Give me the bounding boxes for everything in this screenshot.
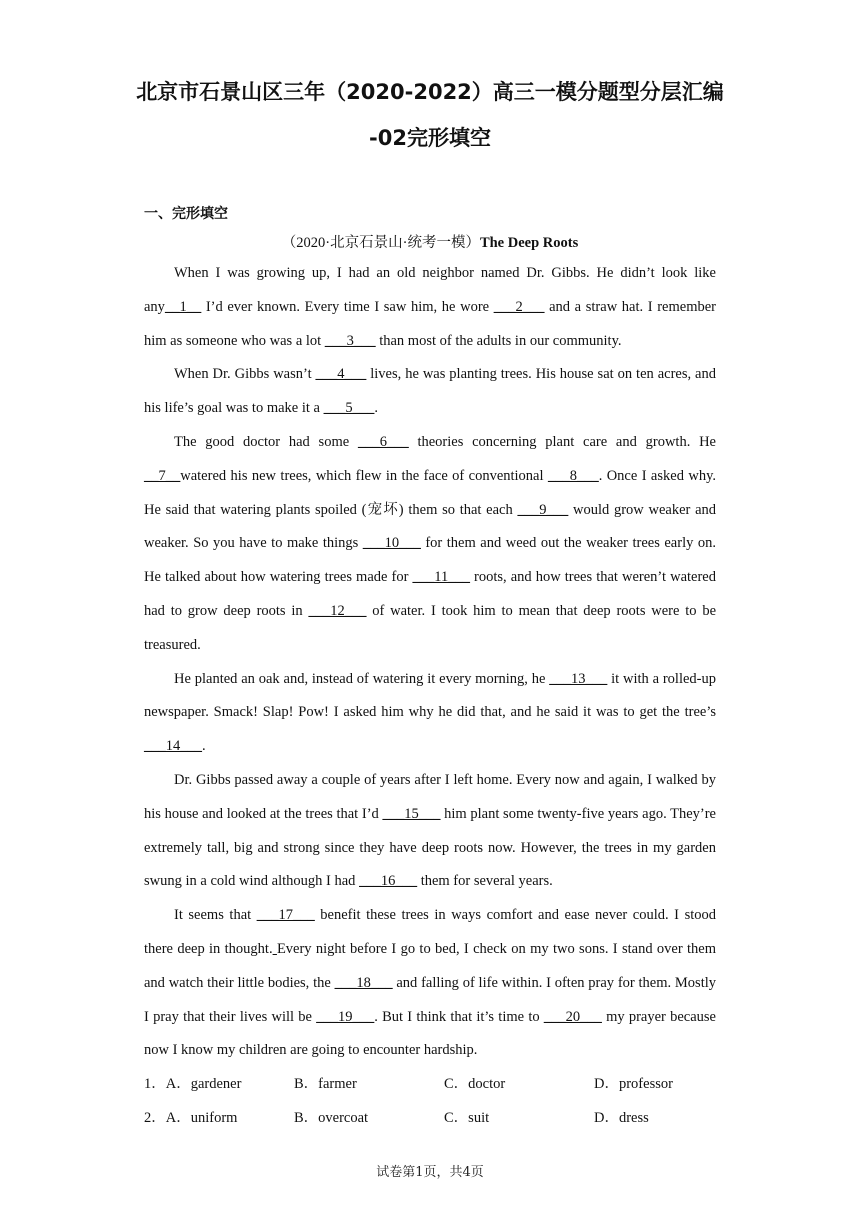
option-text: C．suit (444, 1109, 490, 1126)
section-heading: 一、完形填空 (144, 206, 228, 222)
passage-text: Dr. Gibbs passed away a couple of years after I left home. Every now and again, I walked by his house and looked at the trees that I’d (144, 771, 716, 822)
question-row (144, 1068, 716, 1102)
passage-text: theories concerning plant care and growth. He (408, 433, 716, 450)
answer-blank: __1__ (164, 298, 202, 315)
passage-text: lives, he was planting trees. His house sat on ten acres, and his life’s goal was to make it a (144, 366, 716, 417)
answer-blank: ___6___ (357, 433, 409, 450)
passage-paragraph (144, 764, 716, 899)
passage-text: benefit these trees in ways comfort and ease never could. I stood there deep in thought. (144, 907, 716, 957)
answer-blank: ___2___ (493, 298, 545, 315)
passage-text: and falling of life within. I often pray for them. Mostly I pray that their lives will be (144, 974, 717, 1025)
passage-text: Every night before I go to bed, I check on my two sons. I stand over them and watch their little bodies, the (144, 940, 717, 991)
answer-blank: ___19___ (316, 1008, 375, 1025)
passage-text: The good doctor had some (174, 433, 358, 450)
option-text: B．overcoat (294, 1109, 369, 1126)
option-text: C．doctor (444, 1076, 506, 1092)
passage-text: roots, and how trees that weren’t watered had to grow deep roots in (144, 569, 716, 619)
answer-blank: ___5___ (323, 400, 375, 417)
passage-title: The Deep Roots (479, 235, 579, 251)
answer-blank: ___18___ (334, 974, 393, 991)
option-text: A．uniform (165, 1109, 238, 1126)
passage-text: He planted an oak and, instead of watering it every morning, he (174, 670, 550, 687)
passage-text: . Once I asked why. He said that watering plants spoiled (宠坏) them so that each (144, 467, 717, 518)
answer-blank: ___13___ (549, 670, 608, 687)
passage-text: them for several years. (417, 873, 553, 890)
option-b (294, 1102, 368, 1136)
passage-text: him plant some twenty-five years ago. They’re extremely tall, big and strong since they have deep roots now. However, the trees in my garden swung in a cold wind although I had (144, 805, 716, 890)
option-text: A．gardener (165, 1076, 242, 1092)
option-c (444, 1068, 505, 1102)
answer-blank: ___4___ (315, 366, 367, 383)
answer-blank: __7__ (144, 467, 181, 484)
passage-text: It seems that (174, 907, 257, 924)
passage-text: and a straw hat. I remember him as someone who was a lot (144, 298, 716, 349)
passage-text: . (374, 400, 378, 417)
question-row (144, 1102, 716, 1136)
answer-blank: ___8___ (547, 467, 599, 484)
document-title-line2: -02完形填空 (369, 126, 491, 150)
passage-paragraph (144, 358, 716, 426)
option-text: D．dress (594, 1109, 649, 1126)
passage-text: When Dr. Gibbs wasn’t (174, 366, 316, 383)
passage-text: it with a rolled-up newspaper. Smack! Slap! Pow! I asked him why he did that, and he said it was to get the tree’s (144, 670, 716, 721)
question-number: 1． (144, 1076, 166, 1092)
answer-blank: ___15___ (382, 805, 441, 822)
passage-body (144, 257, 716, 1068)
passage-paragraph (144, 257, 716, 358)
answer-blank: ___14___ (144, 738, 202, 755)
answer-blank: ___12___ (308, 602, 367, 619)
answer-blank: ___10___ (362, 535, 421, 552)
option-b (294, 1068, 357, 1102)
answer-blank: ___3___ (324, 332, 376, 349)
passage-source (144, 231, 716, 252)
option-a (144, 1102, 237, 1136)
document-title-line1: 北京市石景山区三年（2020-2022）高三一模分题型分层汇编 (136, 80, 724, 104)
passage-text: my prayer because now I know my children are going to encounter hardship. (144, 1008, 716, 1059)
passage-text: I’d ever known. Every time I saw him, he wore (201, 298, 494, 315)
option-d (594, 1068, 673, 1102)
passage-text: watered his new trees, which flew in the face of conventional (180, 467, 548, 484)
option-text: D．professor (594, 1076, 673, 1092)
passage-text: than most of the adults in our community. (375, 332, 622, 349)
option-a (144, 1068, 241, 1102)
passage-text: When I was growing up, I had an old neighbor named Dr. Gibbs. He didn’t look like any (144, 265, 716, 315)
option-d (594, 1102, 649, 1136)
passage-paragraph (144, 899, 716, 1068)
question-options (144, 1068, 716, 1136)
source-label: （2020·北京石景山·统考一模） (281, 235, 480, 251)
question-number: 2． (144, 1109, 166, 1126)
option-text: B．farmer (294, 1076, 357, 1092)
page-footer: 试卷第1页，共4页 (376, 1165, 484, 1180)
answer-blank: ___17___ (256, 907, 315, 924)
passage-text: for them and weed out the weaker trees early on. He talked about how watering trees made for (144, 535, 716, 586)
passage-text: would grow weaker and weaker. So you have to make things (144, 501, 717, 552)
passage-text: . But I think that it’s time to (374, 1008, 544, 1025)
answer-blank: ___16___ (359, 873, 418, 890)
passage-paragraph (144, 663, 716, 764)
answer-blank: ___20___ (543, 1008, 602, 1025)
answer-blank: ___9___ (517, 501, 569, 518)
option-c (444, 1102, 489, 1136)
passage-paragraph (144, 426, 716, 663)
passage-text: of water. I took him to mean that deep roots were to be treasured. (144, 602, 716, 653)
answer-blank: ___11___ (412, 569, 470, 586)
passage-text: . (202, 738, 206, 755)
